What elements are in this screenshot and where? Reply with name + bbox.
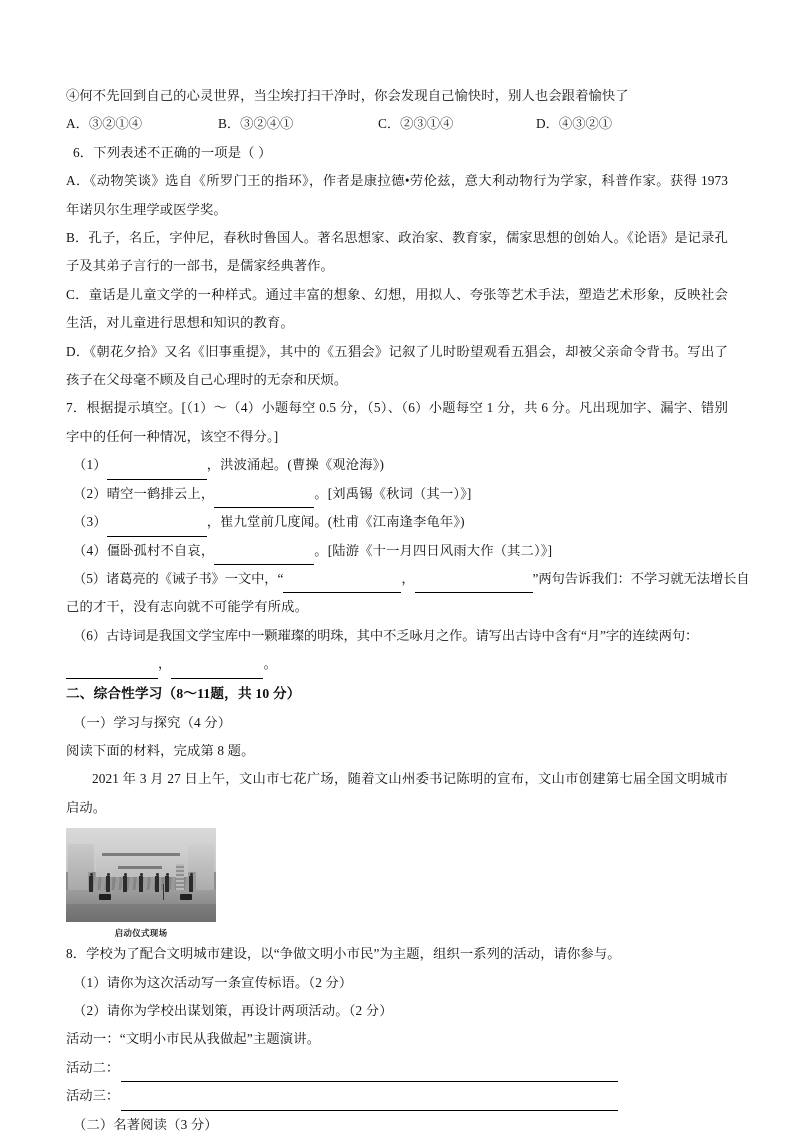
question7-item-1-blank[interactable] bbox=[107, 464, 207, 480]
material-paragraph: 2021 年 3 月 27 日上午，文山市七花广场，随着文山州委书记陈明的宣布，文山市创建第七届全国文明城市启动。 bbox=[66, 771, 728, 815]
question7-item-4-blank[interactable] bbox=[214, 549, 314, 565]
photo-person bbox=[89, 876, 93, 892]
question7-stem: 7．根据提示填空。[（1）～（4）小题每空 0.5 分，（5）、（6）小题每空 1 分，共 6 分。凡出现加字、漏字、错别字中的任何一种情况，该空不得分。] bbox=[66, 400, 728, 444]
photo-person bbox=[189, 876, 193, 892]
question5-option-c[interactable]: C．②③①④ bbox=[378, 116, 454, 132]
question7-item-2-blank[interactable] bbox=[214, 492, 314, 508]
question8-stem: 8．学校为了配合文明城市建设，以“争做文明小市民”为主题，组织一系列的活动，请你参与。 bbox=[66, 946, 621, 962]
question7-item-6-line1: （6）古诗词是我国文学宝库中一颗璀璨的明珠，其中不乏咏月之作。请写出古诗中含有“月”字的连续两句： bbox=[73, 627, 699, 643]
question5-option-b[interactable]: B．③②④① bbox=[218, 116, 294, 132]
photo-stage-monitor bbox=[99, 894, 111, 900]
page-content bbox=[66, 82, 750, 1139]
photo-person bbox=[106, 876, 110, 892]
question7-item-6-separator: ， bbox=[158, 656, 172, 672]
question6-option-d[interactable]: D．《朝花夕拾》又名《旧事重提》，其中的《五猖会》记叙了儿时盼望观看五猖会，却被父亲命令背书。写出了孩子在父母毫不顾及自己心理时的无奈和厌烦。 bbox=[66, 343, 728, 388]
photo-person bbox=[139, 876, 143, 892]
question7-item-3 bbox=[66, 508, 728, 536]
question8-activity-3-row bbox=[66, 1082, 728, 1110]
question7-item-5-text1: （5）诸葛亮的《诫子书》一文中，“ bbox=[73, 570, 284, 586]
section-2-sub1-heading: （一）学习与探究（4 分） bbox=[73, 714, 232, 730]
question6-option-b[interactable]: B．孔子，名丘，字仲尼，春秋时鲁国人。著名思想家、政治家、教育家，儒家思想的创始人。《论语》是记录孔子及其弟子言行的一部书，是儒家经典著作。 bbox=[66, 230, 728, 274]
photo-microphone-stand bbox=[163, 884, 164, 900]
question7-item-3-after: ，崔九堂前几度闻。(杜甫《江南逢李龟年》) bbox=[206, 514, 465, 530]
question8-activity-2-label: 活动二： bbox=[66, 1059, 120, 1075]
question5-option-a[interactable]: A．③②①④ bbox=[66, 116, 143, 132]
question7-item-2-label: （2） bbox=[73, 485, 107, 501]
question7-item-5-blank-2[interactable] bbox=[415, 577, 533, 593]
question7-item-5-line1 bbox=[66, 565, 750, 593]
photo-person bbox=[165, 876, 169, 892]
question7-item-5-separator: ， bbox=[401, 570, 415, 586]
question7-item-6-end: 。 bbox=[263, 656, 277, 672]
question7-item-4-after: 。[陆游《十一月四日风雨大作（其二）》] bbox=[314, 542, 553, 558]
question6-option-c[interactable]: C．童话是儿童文学的一种样式。通过丰富的想象、幻想，用拟人、夸张等艺术手法，塑造艺术形象，反映社会生活，对儿童进行思想和知识的教育。 bbox=[66, 286, 728, 331]
question7-item-6-blank-2[interactable] bbox=[171, 663, 263, 679]
section-2-sub1-instruction: 阅读下面的材料，完成第 8 题。 bbox=[66, 742, 255, 758]
question7-item-6-answer-line bbox=[66, 650, 728, 678]
question5-option-d[interactable]: D．④③②① bbox=[536, 116, 613, 132]
question8-activity-2-answer-line[interactable] bbox=[121, 1065, 618, 1082]
question6-option-a[interactable]: A．《动物笑谈》选自《所罗门王的指环》，作者是康拉德•劳伦兹，意大利动物行为学家，科普作家。获得 1973 年诺贝尔生理学或医学奖。 bbox=[66, 173, 728, 217]
section-2-heading: 二、综合性学习（8～11题，共 10 分） bbox=[66, 685, 301, 701]
launch-ceremony-photo bbox=[66, 828, 216, 922]
question8-activity-1: 活动一：“文明小市民从我做起”主题演讲。 bbox=[66, 1031, 321, 1047]
photo-ground bbox=[66, 904, 216, 922]
photo-tower bbox=[176, 864, 184, 890]
question8-sub1: （1）请你为这次活动写一条宣传标语。（2 分） bbox=[73, 974, 353, 990]
photo-banner-text-line1 bbox=[102, 853, 180, 856]
question7-item-5-line2: 己的才干，没有志向就不可能学有所成。 bbox=[66, 599, 309, 615]
question8-sub2: （2）请你为学校出谋划策，再设计两项活动。（2 分） bbox=[73, 1002, 393, 1018]
figure-block bbox=[66, 828, 728, 940]
question7-item-5-text2: ”两句告诉我们：不学习就无法增长自 bbox=[532, 570, 750, 586]
figure-caption: 启动仪式现场 bbox=[114, 928, 168, 939]
question7-item-6-blank-1[interactable] bbox=[66, 663, 158, 679]
question8-activity-3-label: 活动三： bbox=[66, 1088, 120, 1104]
question7-item-4-label: （4） bbox=[73, 542, 107, 558]
question7-item-3-blank[interactable] bbox=[107, 521, 207, 537]
question7-item-4-before: 僵卧孤村不自哀， bbox=[106, 542, 215, 558]
photo-person bbox=[123, 876, 127, 892]
question8-activity-3-answer-line[interactable] bbox=[121, 1094, 618, 1111]
question5-stem-item4: ④何不先回到自己的心灵世界，当尘埃打扫干净时，你会发现自己愉快时，别人也会跟着愉快了 bbox=[66, 88, 629, 103]
question5-options bbox=[66, 110, 728, 138]
question7-item-2-after: 。[刘禹锡《秋词（其一）》] bbox=[314, 485, 472, 501]
question7-item-3-label: （3） bbox=[73, 514, 107, 530]
question7-item-2 bbox=[66, 480, 728, 508]
photo-person bbox=[155, 876, 159, 892]
question6-stem: 6．下列表述不正确的一项是（ ） bbox=[73, 144, 272, 160]
question8-activity-2-row bbox=[66, 1054, 728, 1082]
section-2-sub2-heading: （二）名著阅读（3 分） bbox=[73, 1116, 218, 1132]
photo-banner-text-line2 bbox=[118, 866, 162, 869]
question7-item-2-before: 晴空一鹤排云上， bbox=[106, 485, 215, 501]
photo-stage-monitor bbox=[180, 894, 192, 900]
question7-item-1 bbox=[66, 451, 728, 479]
question7-item-5-blank-1[interactable] bbox=[283, 577, 401, 593]
question7-item-1-label: （1） bbox=[73, 457, 107, 473]
question7-item-4 bbox=[66, 537, 728, 565]
question7-item-1-after: ，洪波涌起。(曹操《观沧海》) bbox=[206, 457, 385, 473]
